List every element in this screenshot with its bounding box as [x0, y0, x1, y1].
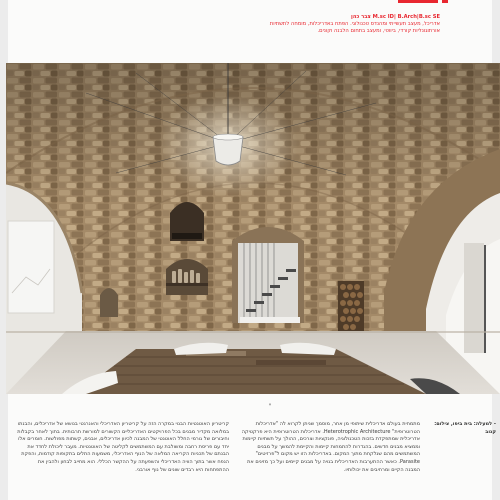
accent-mark — [442, 0, 448, 3]
author-credentials: M.sc ID| B.Arch|B.sc SE צבר כהן — [351, 14, 440, 20]
interior-photo — [6, 63, 500, 394]
accent-bar — [398, 0, 438, 3]
article-column-left: קריטריון האוטנטיות הבנוי במקרה הזה על קריטריון האדריכלי והאנרגטי בנושא של אדריכלים, והבנתו במלואה מקדיר מבנים בכל הפרויקטים האדריכליים הקשורים למורשת תרבותית. בתוך לאחר בקבלות וחיבורים של גורמי החלל האוטנטי של המבנה לכיוון אדריכלים, אבנים, קשתות מפולשות. חומרים אלו יחד עם פריסת רחבה ומשולבת עם המשתמשים לקליטה של האוטנטיות. מעבר ליכולת לחדד את הבנתם של תכניות הקריאה המלאה של הנוף האדריכלי, משמעות התלים בתקופות קודמות, והפקת הנפח אשר בתוך הוויה האדריכלי והשפעתה על ההקשר הכללי. הוא מחייב לבחון ולהבין את ההתפתחות היא רבדים שונים של נוף אורבני. — [17, 421, 229, 473]
author-byline — [260, 14, 440, 35]
page-marker: " — [268, 403, 272, 410]
article-column-middle: מתמחית בעולם אדריכלית שיתופי מן אחר, מוסמך שניתן לקרוא לה "אדריכלות הטרוטרופית" Heterotrophic Architecture. אדריכלות הטרוטרופית היא פרקטיקה אדריכלית שמתפקדת בזכות הטכנולוגיה, פונקציות וצרכים, ההולך על תשתיות קיימות וממציא מבנים חדשים. בהגדרות להתמחות קיימות והקיימת להמשך על מבנים המשתמשים מהם שנלקחת מתוך המקום. באדריכלות הזו יש מקום ל"פרזיטים" Parasite. כאשר ההתערבות האדריכלית בנויה על מבנים קיימים ועל כך מזינים את המבנה הקיים ומרחיבים את יכולותיו. — [241, 421, 420, 473]
author-bio: אדריכל, מעצב תעשייתי ומהנדס טכנולוגי. הפתח באדריכלות, מומחה לתשתיות אורתוגונליות קורדי, ביווטי, ומעצב בתחום הלבנה וקונים. — [269, 21, 440, 34]
photo-caption: - למעלה: בית ביפו, צילום: קנוב — [434, 421, 496, 435]
